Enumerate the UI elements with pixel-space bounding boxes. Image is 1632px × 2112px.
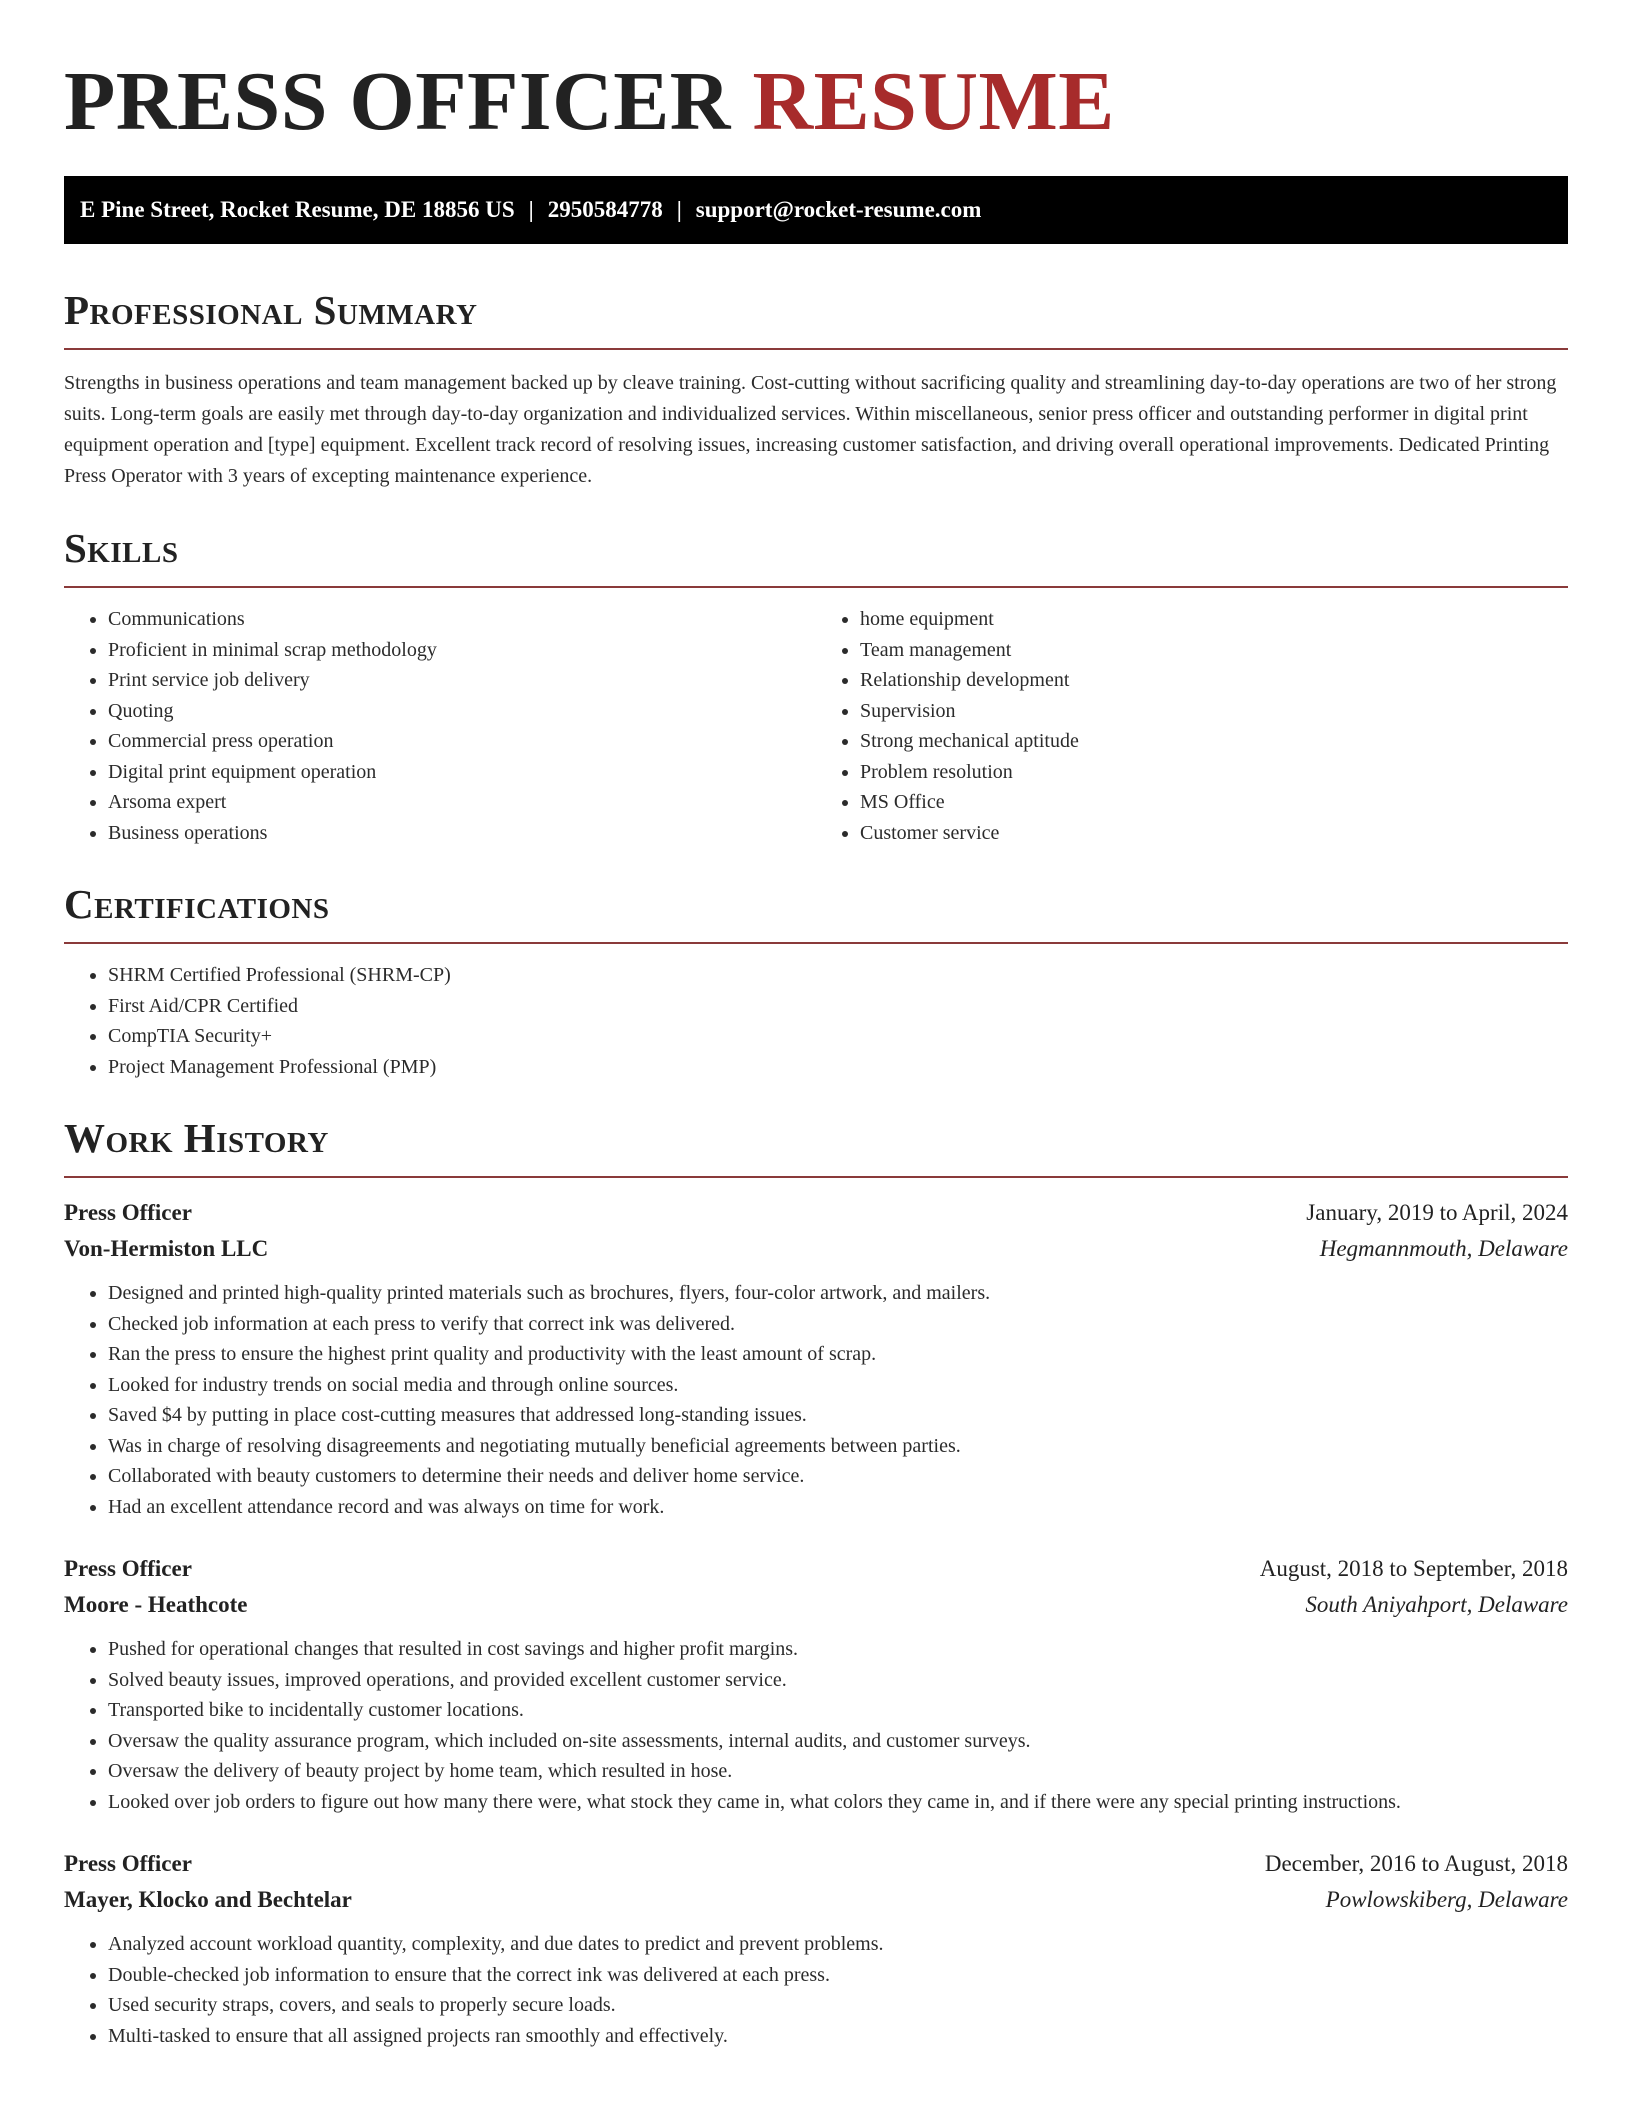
job-company-row bbox=[64, 1230, 1568, 1268]
job-entry bbox=[64, 1847, 1568, 2051]
title-accent: RESUME bbox=[752, 55, 1115, 148]
skill-item: • home equipment bbox=[860, 604, 1568, 635]
section-heading-certifications: Certifications bbox=[64, 878, 1568, 944]
job-title: Press Officer bbox=[64, 1200, 192, 1225]
skill-item: • Quoting bbox=[108, 696, 816, 727]
certifications-section bbox=[64, 878, 1568, 1082]
job-bullet: • Transported bike to incidentally customer locations. bbox=[108, 1695, 1568, 1726]
job-bullet: • Oversaw the quality assurance program, which included on-site assessments, internal audits, and customer surveys. bbox=[108, 1726, 1568, 1757]
job-bullet: • Looked for industry trends on social media and through online sources. bbox=[108, 1370, 1568, 1401]
job-location: Hegmannmouth, Delaware bbox=[1319, 1236, 1568, 1261]
job-bullet: • Solved beauty issues, improved operations, and provided excellent customer service. bbox=[108, 1665, 1568, 1696]
job-bullet: • Saved $4 by putting in place cost-cutting measures that addressed long-standing issues. bbox=[108, 1400, 1568, 1431]
job-dates: January, 2019 to April, 2024 bbox=[1306, 1200, 1568, 1225]
jobs-container bbox=[64, 1196, 1568, 2051]
job-location: South Aniyahport, Delaware bbox=[1305, 1592, 1568, 1617]
contact-phone: 2950584778 bbox=[547, 197, 663, 222]
contact-bar bbox=[64, 176, 1568, 244]
job-bullet: • Used security straps, covers, and seals to properly secure loads. bbox=[108, 1990, 1568, 2021]
job-bullet: • Had an excellent attendance record and was always on time for work. bbox=[108, 1492, 1568, 1523]
job-entry bbox=[64, 1196, 1568, 1522]
contact-separator: | bbox=[528, 197, 534, 222]
skill-item: • Proficient in minimal scrap methodology bbox=[108, 635, 816, 666]
skill-item: • Business operations bbox=[108, 818, 816, 849]
skill-item: • Commercial press operation bbox=[108, 726, 816, 757]
skill-item: • Problem resolution bbox=[860, 757, 1568, 788]
job-bullets bbox=[64, 1929, 1568, 2051]
job-bullet: • Was in charge of resolving disagreements and negotiating mutually beneficial agreements between parties. bbox=[108, 1431, 1568, 1462]
contact-address: E Pine Street, Rocket Resume, DE 18856 US bbox=[80, 197, 515, 222]
summary-text: Strengths in business operations and team management backed up by cleave training. Cost-cutting without sacrificing quality and streamlining day-to-day operations are two of her strong suits. Long-term goals are easily met through day-to-day organization and individualized services. Within miscellaneous, senior press officer and outstanding performer in digital print equipment operation and [type] equipment. Excellent track record of resolving issues, increasing customer satisfaction, and driving overall operational improvements. Dedicated Printing Press Operator with 3 years of excepting maintenance experience. bbox=[64, 372, 1557, 487]
job-bullet: • Double-checked job information to ensure that the correct ink was delivered at each press. bbox=[108, 1960, 1568, 1991]
job-dates: December, 2016 to August, 2018 bbox=[1264, 1851, 1568, 1876]
job-bullets bbox=[64, 1634, 1568, 1817]
job-bullet: • Checked job information at each press to verify that correct ink was delivered. bbox=[108, 1309, 1568, 1340]
job-bullet: • Designed and printed high-quality printed materials such as brochures, flyers, four-color artwork, and mailers. bbox=[108, 1278, 1568, 1309]
skills-list-right bbox=[816, 604, 1568, 848]
job-bullet: • Oversaw the delivery of beauty project by home team, which resulted in hose. bbox=[108, 1756, 1568, 1787]
section-heading-skills: Skills bbox=[64, 522, 1568, 588]
job-dates: August, 2018 to September, 2018 bbox=[1259, 1556, 1568, 1581]
summary-section bbox=[64, 284, 1568, 492]
job-bullet: • Looked over job orders to figure out how many there were, what stock they came in, what colors they came in, and if there were any special printing instructions. bbox=[108, 1787, 1568, 1818]
skill-item: • Customer service bbox=[860, 818, 1568, 849]
skills-section bbox=[64, 522, 1568, 848]
skill-item: • Digital print equipment operation bbox=[108, 757, 816, 788]
job-company: Von-Hermiston LLC bbox=[64, 1236, 269, 1261]
job-bullet: • Collaborated with beauty customers to determine their needs and deliver home service. bbox=[108, 1461, 1568, 1492]
title-main: PRESS OFFICER bbox=[64, 55, 731, 148]
skill-item: • Print service job delivery bbox=[108, 665, 816, 696]
section-heading-work-history: Work History bbox=[64, 1112, 1568, 1178]
certification-item: • CompTIA Security+ bbox=[108, 1021, 1568, 1052]
work-history-section bbox=[64, 1112, 1568, 2051]
job-bullet: • Pushed for operational changes that resulted in cost savings and higher profit margins. bbox=[108, 1634, 1568, 1665]
certification-item: • SHRM Certified Professional (SHRM-CP) bbox=[108, 960, 1568, 991]
job-company-row bbox=[64, 1881, 1568, 1919]
skills-columns bbox=[64, 588, 1568, 848]
resume-title bbox=[64, 0, 1568, 176]
skill-item: • Strong mechanical aptitude bbox=[860, 726, 1568, 757]
job-bullet: • Ran the press to ensure the highest print quality and productivity with the least amount of scrap. bbox=[108, 1339, 1568, 1370]
contact-separator: | bbox=[676, 197, 682, 222]
skill-item: • MS Office bbox=[860, 787, 1568, 818]
certification-item: • First Aid/CPR Certified bbox=[108, 991, 1568, 1022]
skill-item: • Relationship development bbox=[860, 665, 1568, 696]
job-header-row bbox=[64, 1847, 1568, 1881]
job-company: Mayer, Klocko and Bechtelar bbox=[64, 1887, 352, 1912]
skill-item: • Arsoma expert bbox=[108, 787, 816, 818]
job-company-row bbox=[64, 1586, 1568, 1624]
job-bullet: • Analyzed account workload quantity, complexity, and due dates to predict and prevent problems. bbox=[108, 1929, 1568, 1960]
skill-item: • Supervision bbox=[860, 696, 1568, 727]
certifications-list bbox=[64, 960, 1568, 1082]
skill-item: • Team management bbox=[860, 635, 1568, 666]
resume-page bbox=[64, 0, 1568, 2051]
contact-email: support@rocket-resume.com bbox=[695, 197, 982, 222]
skill-item: • Communications bbox=[108, 604, 816, 635]
job-header-row bbox=[64, 1196, 1568, 1230]
job-entry bbox=[64, 1552, 1568, 1817]
job-header-row bbox=[64, 1552, 1568, 1586]
job-bullet: • Multi-tasked to ensure that all assigned projects ran smoothly and effectively. bbox=[108, 2021, 1568, 2052]
job-title: Press Officer bbox=[64, 1851, 192, 1876]
job-company: Moore - Heathcote bbox=[64, 1592, 248, 1617]
job-location: Powlowskiberg, Delaware bbox=[1325, 1887, 1568, 1912]
section-heading-summary: Professional Summary bbox=[64, 284, 1568, 350]
certification-item: • Project Management Professional (PMP) bbox=[108, 1052, 1568, 1083]
skills-list-left bbox=[64, 604, 816, 848]
job-bullets bbox=[64, 1278, 1568, 1522]
job-title: Press Officer bbox=[64, 1556, 192, 1581]
